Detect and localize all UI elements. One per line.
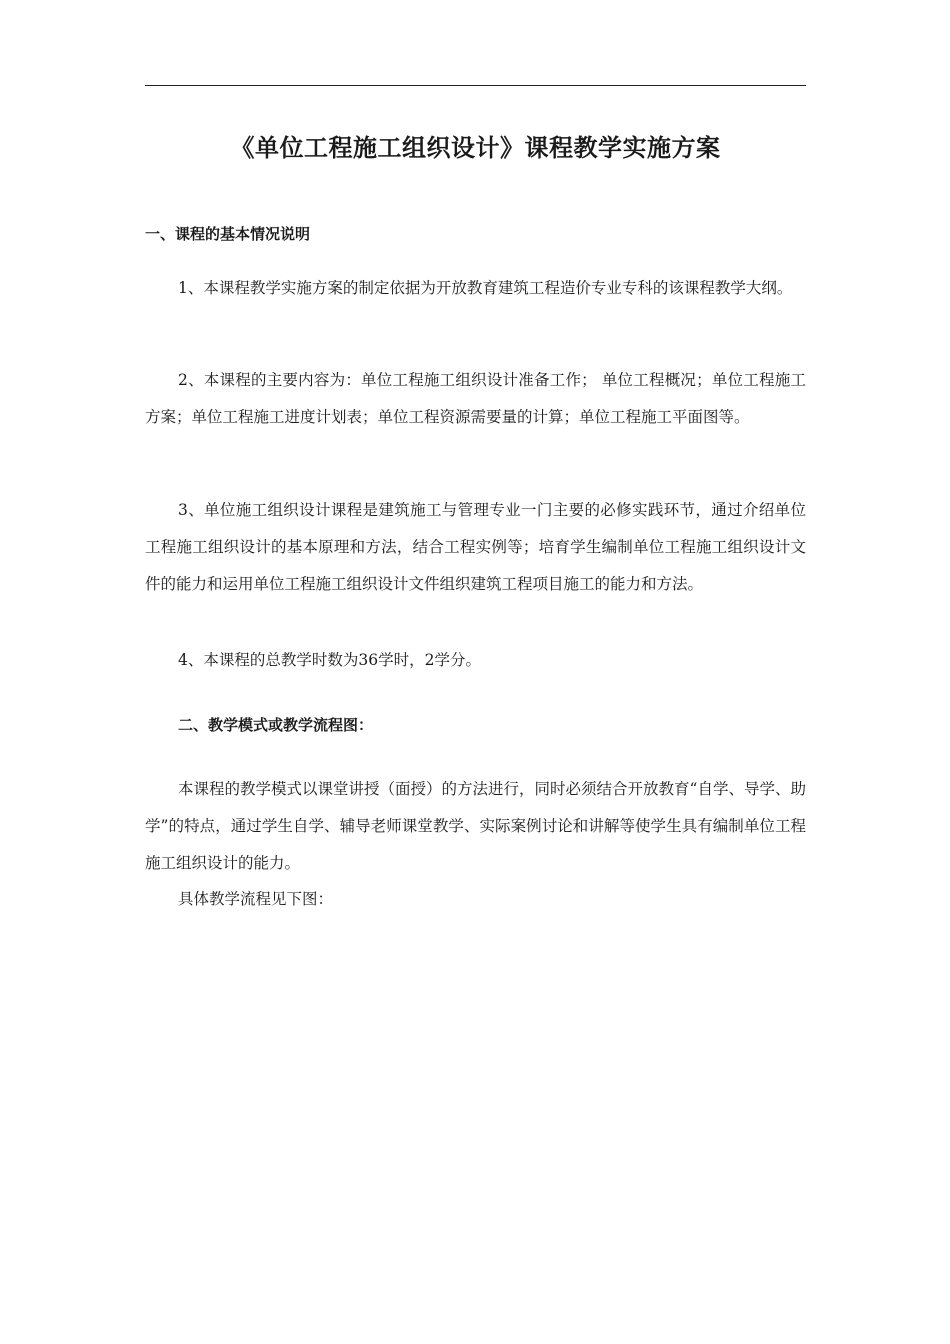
paragraph-1-2: 2、本课程的主要内容为：单位工程施工组织设计准备工作； 单位工程概况；单位工程施工方案；单位工程施工进度计划表；单位工程资源需要量的计算；单位工程施工平面图等。 (145, 371, 806, 426)
section-heading-2: 二、教学模式或教学流程图： (178, 716, 374, 734)
paragraph-2-2: 具体教学流程见下图： (178, 890, 334, 908)
paragraph-1-1: 1、本课程教学实施方案的制定依据为开放教育建筑工程造价专业专科的该课程教学大纲。 (178, 279, 793, 297)
page-title: 《单位工程施工组织设计》课程教学实施方案 (230, 134, 721, 162)
paragraph-2-1: 本课程的教学模式以课堂讲授（面授）的方法进行，同时必须结合开放教育“自学、导学、助学”的特点，通过学生自学、辅导老师课堂教学、实际案例讨论和讲解等使学生具有编制单位工程施工组织设计的能力。 (145, 780, 806, 872)
paragraph-1-3: 3、单位施工组织设计课程是建筑施工与管理专业一门主要的必修实践环节，通过介绍单位工程施工组织设计的基本原理和方法，结合工程实例等；培育学生编制单位工程施工组织设计文件的能力和运用单位工程施工组织设计文件组织建筑工程项目施工的能力和方法。 (145, 501, 806, 593)
section-heading-1: 一、课程的基本情况说明 (145, 225, 311, 243)
header-rule (145, 85, 806, 86)
paragraph-1-4: 4、本课程的总教学时数为36学时，2学分。 (178, 651, 481, 669)
